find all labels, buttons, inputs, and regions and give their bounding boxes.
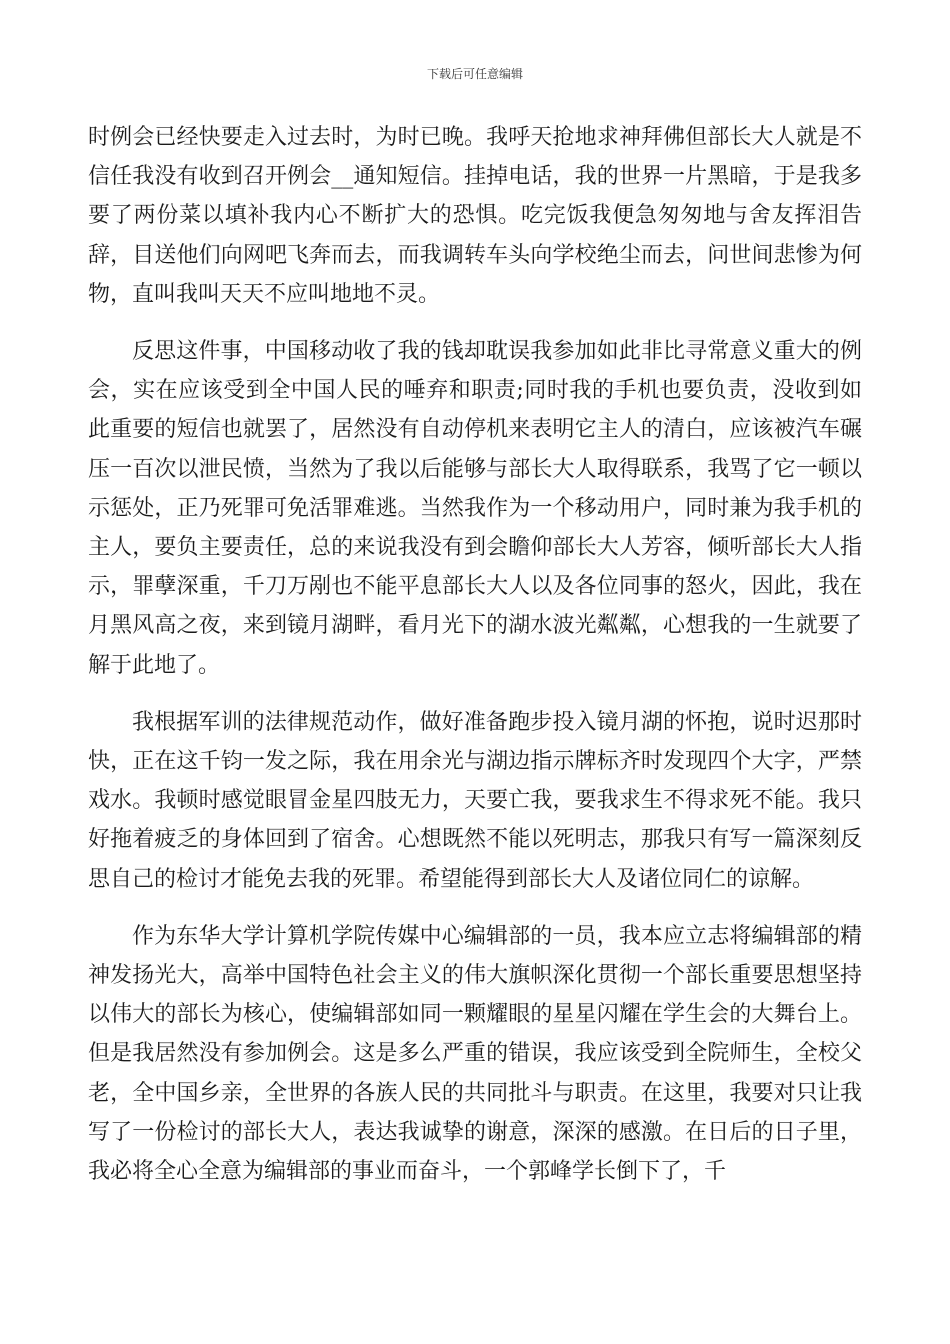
page-header-note: 下载后可任意编辑 [426,67,523,81]
paragraph: 作为东华大学计算机学院传媒中心编辑部的一员，我本应立志将编辑部的精神发扬光大，高举中国特色社会主义的伟大旗帜深化贯彻一个部长重要思想坚持以伟大的部长为核心，使编辑部如同一颗耀眼的星星闪耀在学生会的大舞台上。但是我居然没有参加例会。这是多么严重的错误，我应该受到全院师生，全校父老，全中国乡亲，全世界的各族人民的共同批斗与职责。在这里，我要对只让我写了一份检讨的部长大人，表达我诚挚的谢意，深深的感激。在日后的日子里，我必将全心全意为编辑部的事业而奋斗，一个郭峰学长倒下了，千 [88,923,862,1185]
paragraph: 时例会已经快要走入过去时，为时已晚。我呼天抢地求神拜佛但部长大人就是不信任我没有收到召开例会__通知短信。挂掉电话，我的世界一片黑暗，于是我多要了两份菜以填补我内心不断扩大的恐惧。吃完饭我便急匆匆地与舍友挥泪告辞，目送他们向网吧飞奔而去，而我调转车头向学校绝尘而去，问世间悲惨为何物，直叫我叫天天不应叫地地不灵。 [88,125,862,307]
paragraph: 反思这件事，中国移动收了我的钱却耽误我参加如此非比寻常意义重大的例会，实在应该受到全中国人民的唾弃和职责;同时我的手机也要负责，没收到如此重要的短信也就罢了，居然没有自动停机来表明它主人的清白，应该被汽车碾压一百次以泄民愤，当然为了我以后能够与部长大人取得联系，我骂了它一顿以示惩处，正乃死罪可免活罪难逃。当然我作为一个移动用户，同时兼为我手机的主人，要负主要责任，总的来说我没有到会瞻仰部长大人芳容，倾听部长大人指示，罪孽深重，千刀万剐也不能平息部长大人以及各位同事的怒火，因此，我在月黑风高之夜，来到镜月湖畔，看月光下的湖水波光粼粼，心想我的一生就要了解于此地了。 [88,339,862,678]
paragraph: 我根据军训的法律规范动作，做好准备跑步投入镜月湖的怀抱，说时迟那时快，正在这千钧一发之际，我在用余光与湖边指示牌标齐时发现四个大字，严禁戏水。我顿时感觉眼冒金星四肢无力，天要亡我，要我求生不得求死不能。我只好拖着疲乏的身体回到了宿舍。心想既然不能以死明志，那我只有写一篇深刻反思自己的检讨才能免去我的死罪。希望能得到部长大人及诸位同仁的谅解。 [88,709,862,892]
document-body [88,118,862,1191]
